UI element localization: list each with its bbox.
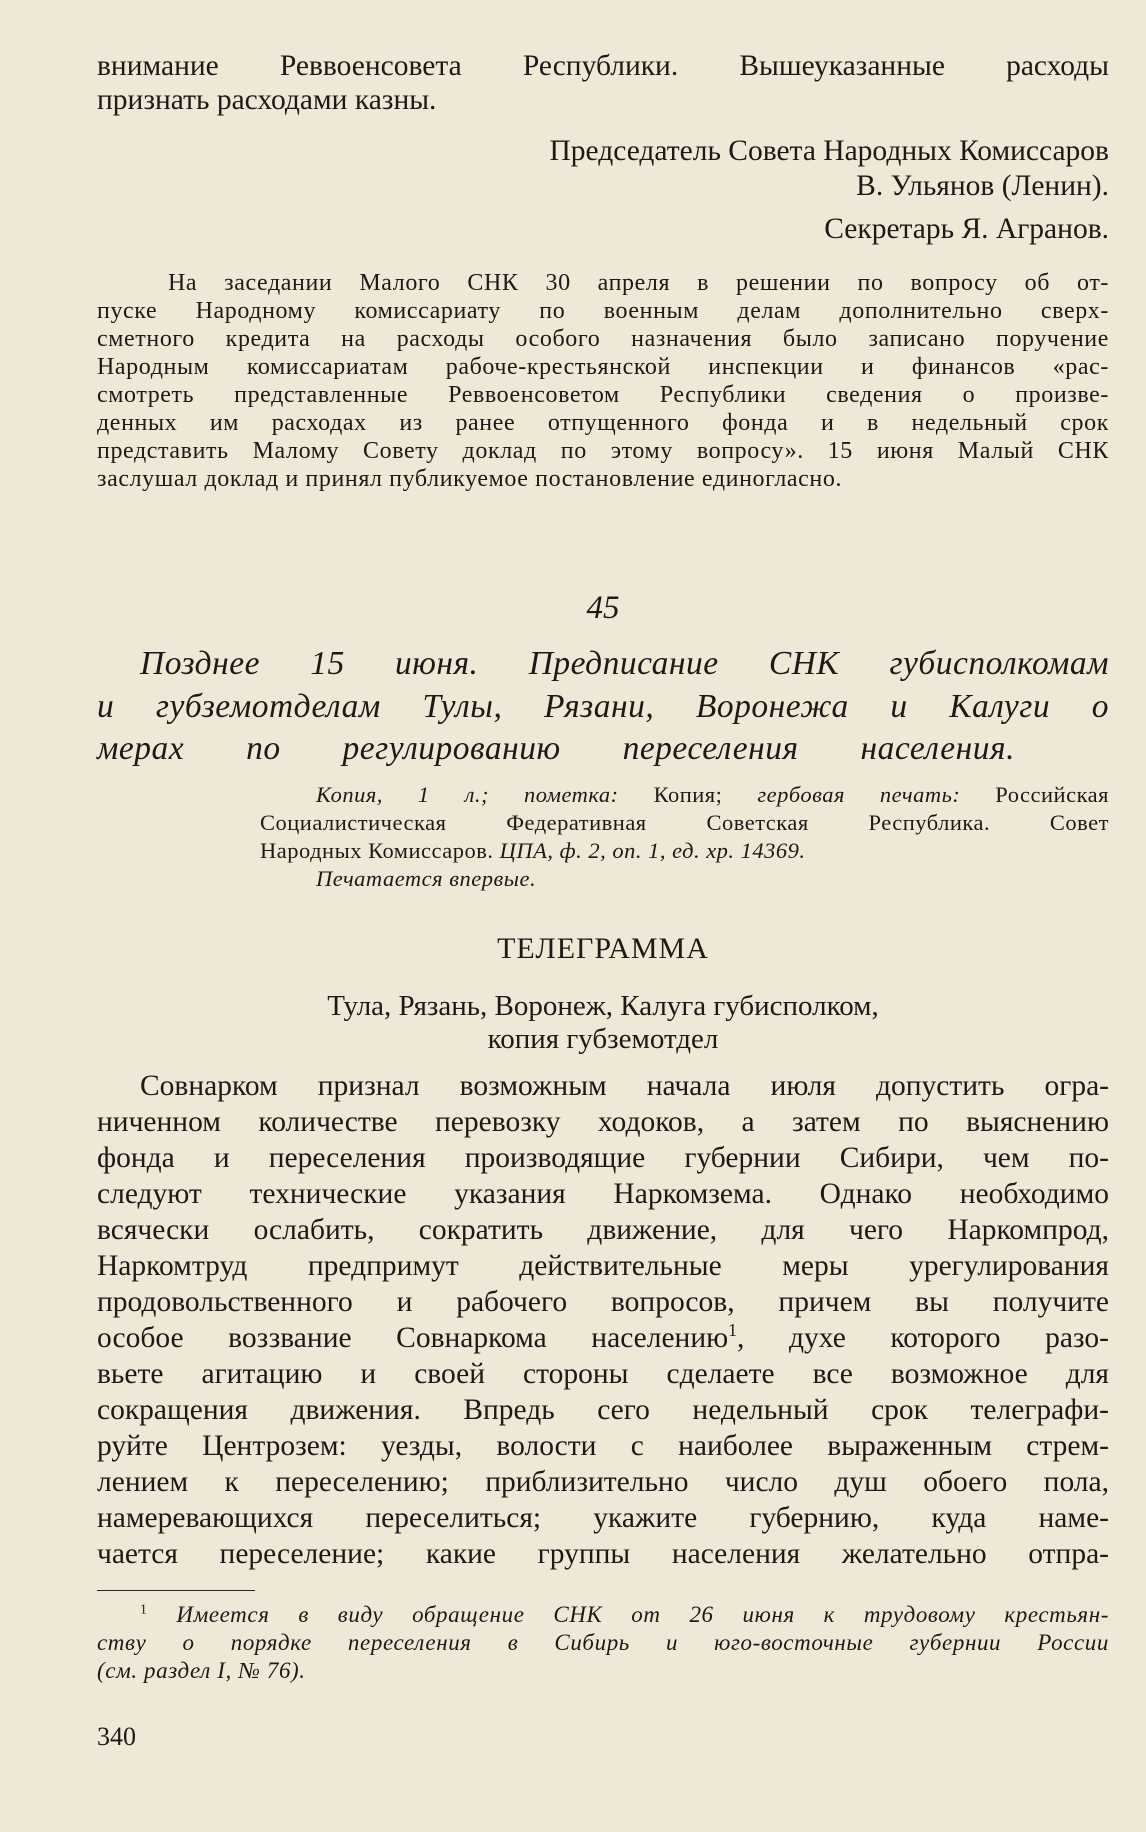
source-mark: Копия; — [653, 782, 723, 807]
top-paragraph-line-1: внимание Реввоенсовета Республики. Вышеуказанные расходы — [97, 50, 1109, 82]
body-line-9: вьете агитацию и своей стороны сделаете все возможное для — [97, 1358, 1109, 1390]
telegram-heading: ТЕЛЕГРАММА — [497, 932, 709, 965]
note-line-4: Народным комиссариатам рабоче-крестьянской инспекции и финансов «рас- — [97, 354, 1109, 380]
address-line-1: Тула, Рязань, Воронеж, Калуга губисполком, — [327, 990, 879, 1022]
chairman-name: В. Ульянов (Ленин). — [856, 170, 1109, 202]
body-line-3: фонда и переселения производящие губернии Сибири, чем по- — [97, 1142, 1109, 1174]
source-line-3 — [260, 838, 806, 864]
note-line-2: пуске Народному комиссариату по военным делам дополнительно сверх- — [97, 298, 1109, 324]
footnote-marker: 1 — [140, 1601, 148, 1617]
note-line-1: На заседании Малого СНК 30 апреля в решении по вопросу об от- — [168, 270, 1109, 296]
note-line-7: представить Малому Совету доклад по этому вопросу». 15 июня Малый СНК — [97, 438, 1109, 464]
body-line-8 — [97, 1322, 1109, 1355]
body-line-4: следуют технические указания Наркомзема. Однако необходимо — [97, 1178, 1109, 1210]
source-seal-text: Российская — [995, 782, 1109, 807]
note-line-5: смотреть представленные Реввоенсоветом Республики сведения о произве- — [97, 382, 1109, 408]
body-line-13: намеревающихся переселиться; укажите губернию, куда наме- — [97, 1502, 1109, 1534]
body-line-5: всячески ослабить, сократить движение, для чего Наркомпрод, — [97, 1214, 1109, 1246]
source-seal-label: гербовая печать: — [757, 782, 961, 807]
source-council: Народных Комиссаров. — [260, 838, 494, 863]
address-line-2: копия губземотдел — [487, 1023, 719, 1055]
note-line-3: сметного кредита на расходы особого назначения было записано поручение — [97, 326, 1109, 352]
body-line-1: Совнарком признал возможным начала июля допустить огра- — [140, 1070, 1109, 1102]
footnote-line-3: (см. раздел I, № 76). — [97, 1658, 306, 1683]
body-line-2: ниченном количестве перевозку ходоков, а затем по выяснению — [97, 1106, 1109, 1138]
source-copy-note: Копия, 1 л.; пометка: — [316, 782, 619, 807]
document-title-line-3: мерах по регулированию переселения населения. — [97, 730, 1015, 767]
body-line-8-start: особое воззвание Совнаркома населению — [97, 1322, 729, 1354]
chairman-title: Председатель Совета Народных Комиссаров — [549, 135, 1109, 167]
footnote-line-1-text: Имеется в виду обращение СНК от 26 июня к трудовому крестьян- — [176, 1602, 1109, 1627]
source-first-print: Печатается впервые. — [316, 866, 537, 891]
footnote-line-2: ству о порядке переселения в Сибирь и юго-восточные губернии России — [97, 1630, 1109, 1655]
source-line-1 — [316, 782, 1109, 808]
body-line-12: лением к переселению; приблизительно число душ обоего пола, — [97, 1466, 1109, 1498]
body-line-10: сокращения движения. Впредь сего недельный срок телеграфи- — [97, 1394, 1109, 1426]
source-archive-ref: ЦПА, ф. 2, оп. 1, ед. хр. 14369. — [499, 838, 806, 863]
document-number: 45 — [586, 590, 620, 626]
page-number: 340 — [97, 1722, 136, 1751]
footnote-divider — [97, 1590, 255, 1591]
document-title-line-2: и губземотделам Тулы, Рязани, Воронежа и Калуги о — [97, 688, 1109, 725]
top-paragraph-line-2: признать расходами казны. — [97, 84, 437, 116]
body-line-14: чается переселение; какие группы населения желательно отпра- — [97, 1538, 1109, 1570]
body-line-11: руйте Центрозем: уезды, волости с наиболее выраженным стрем- — [97, 1430, 1109, 1462]
note-line-6: денных им расходах из ранее отпущенного фонда и в недельный срок — [97, 410, 1109, 436]
document-title-line-1: Позднее 15 июня. Предписание СНК губисполкомам — [140, 645, 1109, 682]
footnote-line-1 — [140, 1602, 1109, 1628]
source-line-2: Социалистическая Федеративная Советская Республика. Совет — [260, 810, 1109, 835]
footnote-ref[interactable]: 1 — [728, 1320, 738, 1341]
body-line-6: Наркомтруд предпримут действительные меры урегулирования — [97, 1250, 1109, 1282]
body-line-7: продовольственного и рабочего вопросов, причем вы получите — [97, 1286, 1109, 1318]
secretary-signature: Секретарь Я. Агранов. — [824, 213, 1109, 245]
body-line-8-end: , духе которого разо- — [737, 1322, 1109, 1354]
note-line-8: заслушал доклад и принял публикуемое постановление единогласно. — [97, 466, 843, 492]
